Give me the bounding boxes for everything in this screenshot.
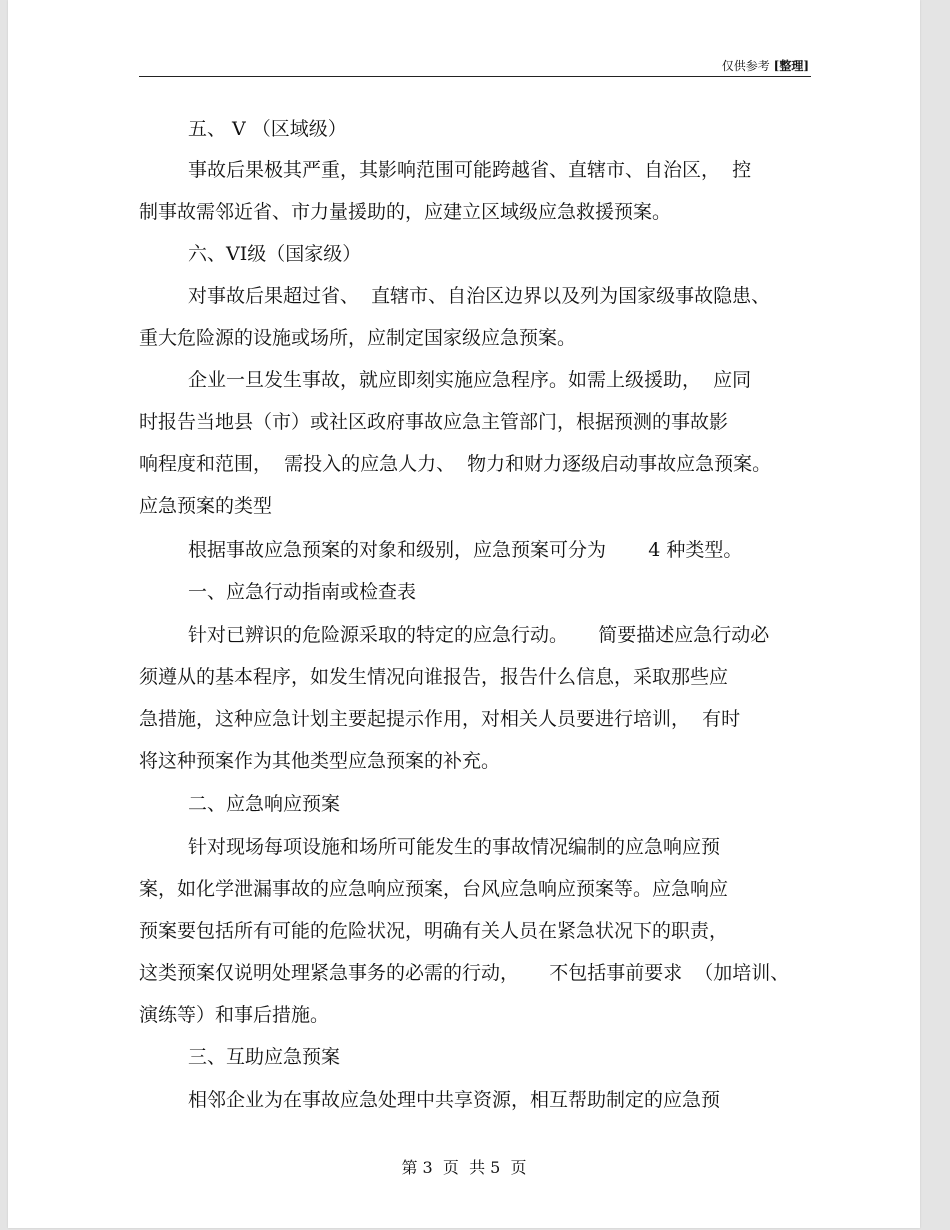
page-number: 第 3 页 共 5 页 bbox=[401, 1158, 527, 1177]
section-heading: 三、互助应急预案 bbox=[188, 1046, 341, 1068]
section-heading: 五、 V （区域级） bbox=[188, 118, 347, 140]
section-heading: 一、应急行动指南或检查表 bbox=[188, 581, 417, 603]
document-page bbox=[8, 0, 920, 1228]
paragraph-line: 急措施，这种应急计划主要起提示作用，对相关人员要进行培训， 有时 bbox=[139, 708, 741, 730]
paragraph-line: 将这种预案作为其他类型应急预案的补充。 bbox=[139, 750, 501, 772]
header-note-text: 仅供参考 bbox=[721, 59, 770, 73]
paragraph-line: 预案要包括所有可能的危险状况，明确有关人员在紧急状况下的职责， bbox=[139, 920, 729, 942]
paragraph-line: 演练等）和事后措施。 bbox=[139, 1004, 330, 1026]
header-tag: [整理] bbox=[773, 59, 809, 73]
paragraph-line: 重大危险源的设施或场所，应制定国家级应急预案。 bbox=[139, 327, 577, 349]
paragraph-line: 针对已辨识的危险源采取的特定的应急行动。 简要描述应急行动必 bbox=[188, 624, 770, 646]
paragraph-line: 时报告当地县（市）或社区政府事故应急主管部门，根据预测的事故影 bbox=[139, 411, 729, 433]
paragraph-line: 企业一旦发生事故，就应即刻实施应急程序。如需上级援助， 应同 bbox=[188, 369, 752, 391]
paragraph-line: 案，如化学泄漏事故的应急响应预案，台风应急响应预案等。应急响应 bbox=[139, 878, 729, 900]
paragraph-line: 事故后果极其严重，其影响范围可能跨越省、直辖市、自治区， 控 bbox=[188, 159, 752, 181]
paragraph-line: 根据事故应急预案的对象和级别，应急预案可分为 4 种类型。 bbox=[188, 539, 743, 561]
header-note bbox=[722, 57, 809, 74]
paragraph-line: 制事故需邻近省、市力量援助的，应建立区域级应急救援预案。 bbox=[139, 201, 672, 223]
paragraph-line: 对事故后果超过省、 直辖市、自治区边界以及列为国家级事故隐患、 bbox=[188, 285, 771, 307]
paragraph-line: 响程度和范围， 需投入的应急人力、 物力和财力逐级启动事故应急预案。 bbox=[139, 453, 772, 475]
header-rule bbox=[139, 76, 811, 77]
section-title: 应急预案的类型 bbox=[139, 495, 273, 517]
paragraph-line: 须遵从的基本程序，如发生情况向谁报告，报告什么信息，采取那些应 bbox=[139, 666, 729, 688]
section-heading: 六、VI级（国家级） bbox=[188, 243, 362, 265]
paragraph-line: 相邻企业为在事故应急处理中共享资源，相互帮助制定的应急预 bbox=[188, 1089, 721, 1111]
section-heading: 二、应急响应预案 bbox=[188, 793, 341, 815]
paragraph-line: 这类预案仅说明处理紧急事务的必需的行动， 不包括事前要求 （加培训、 bbox=[139, 962, 790, 984]
paragraph-line: 针对现场每项设施和场所可能发生的事故情况编制的应急响应预 bbox=[188, 836, 721, 858]
